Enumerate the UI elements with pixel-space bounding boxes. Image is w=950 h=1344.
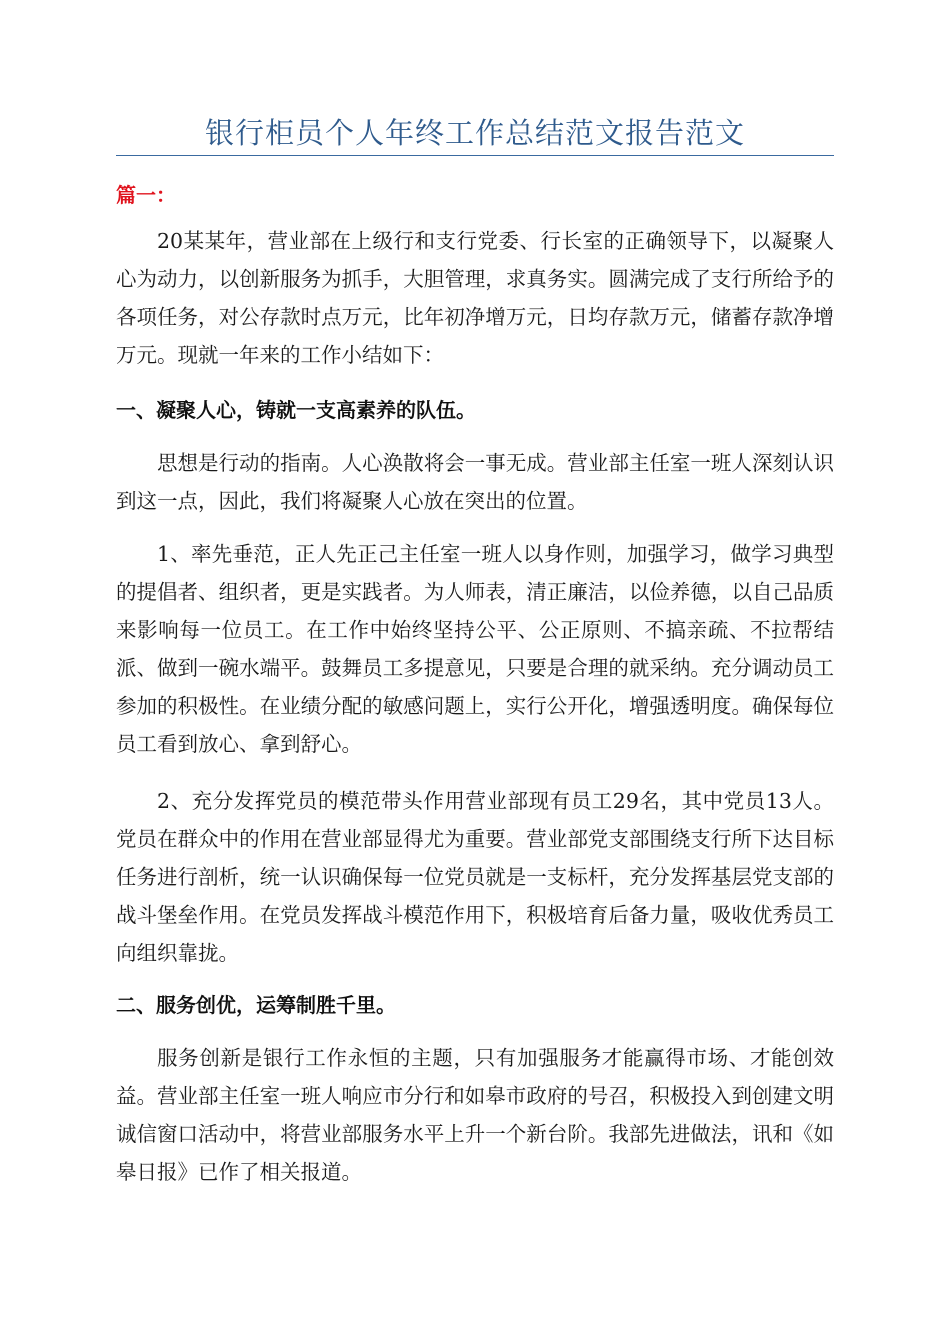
- paragraph-party-members: 2、充分发挥党员的模范带头作用营业部现有员工29名，其中党员13人。党员在群众中的作用在营业部显得尤为重要。营业部党支部围绕支行所下达目标任务进行剖析，统一认识确保每一位党员就是一支标杆，充分发挥基层党支部的战斗堡垒作用。在党员发挥战斗模范作用下，积极培育后备力量，吸收优秀员工向组织靠拢。: [116, 789, 834, 965]
- heading-two: 二、服务创优，运筹制胜千里。: [116, 993, 396, 1017]
- heading-one: 一、凝聚人心，铸就一支高素养的队伍。: [116, 398, 476, 422]
- paragraph-service-innovation: 服务创新是银行工作永恒的主题，只有加强服务才能赢得市场、才能创效益。营业部主任室一班人响应市分行和如皋市政府的号召，积极投入到创建文明诚信窗口活动中，将营业部服务水平上升一个新台阶。我部先进做法，讯和《如皋日报》已作了相关报道。: [116, 1046, 834, 1184]
- paragraph-lead-by-example: 1、率先垂范，正人先正己主任室一班人以身作则，加强学习，做学习典型的提倡者、组织者，更是实践者。为人师表，清正廉洁，以俭养德，以自己品质来影响每一位员工。在工作中始终坚持公平、公正原则、不搞亲疏、不拉帮结派、做到一碗水端平。鼓舞员工多提意见，只要是合理的就采纳。充分调动员工参加的积极性。在业绩分配的敏感问题上，实行公开化，增强透明度。确保每位员工看到放心、拿到舒心。: [116, 542, 834, 756]
- intro-paragraph: 20某某年，营业部在上级行和支行党委、行长室的正确领导下，以凝聚人心为动力，以创新服务为抓手，大胆管理，求真务实。圆满完成了支行所给予的各项任务，对公存款时点万元，比年初净增万元，日均存款万元，储蓄存款净增万元。现就一年来的工作小结如下：: [116, 229, 834, 367]
- document-title: 银行柜员个人年终工作总结范文报告范文: [204, 116, 745, 150]
- section-label: 篇一：: [116, 183, 176, 207]
- title-underline: [116, 155, 834, 156]
- paragraph-thought: 思想是行动的指南。人心涣散将会一事无成。营业部主任室一班人深刻认识到这一点，因此，我们将凝聚人心放在突出的位置。: [116, 451, 834, 513]
